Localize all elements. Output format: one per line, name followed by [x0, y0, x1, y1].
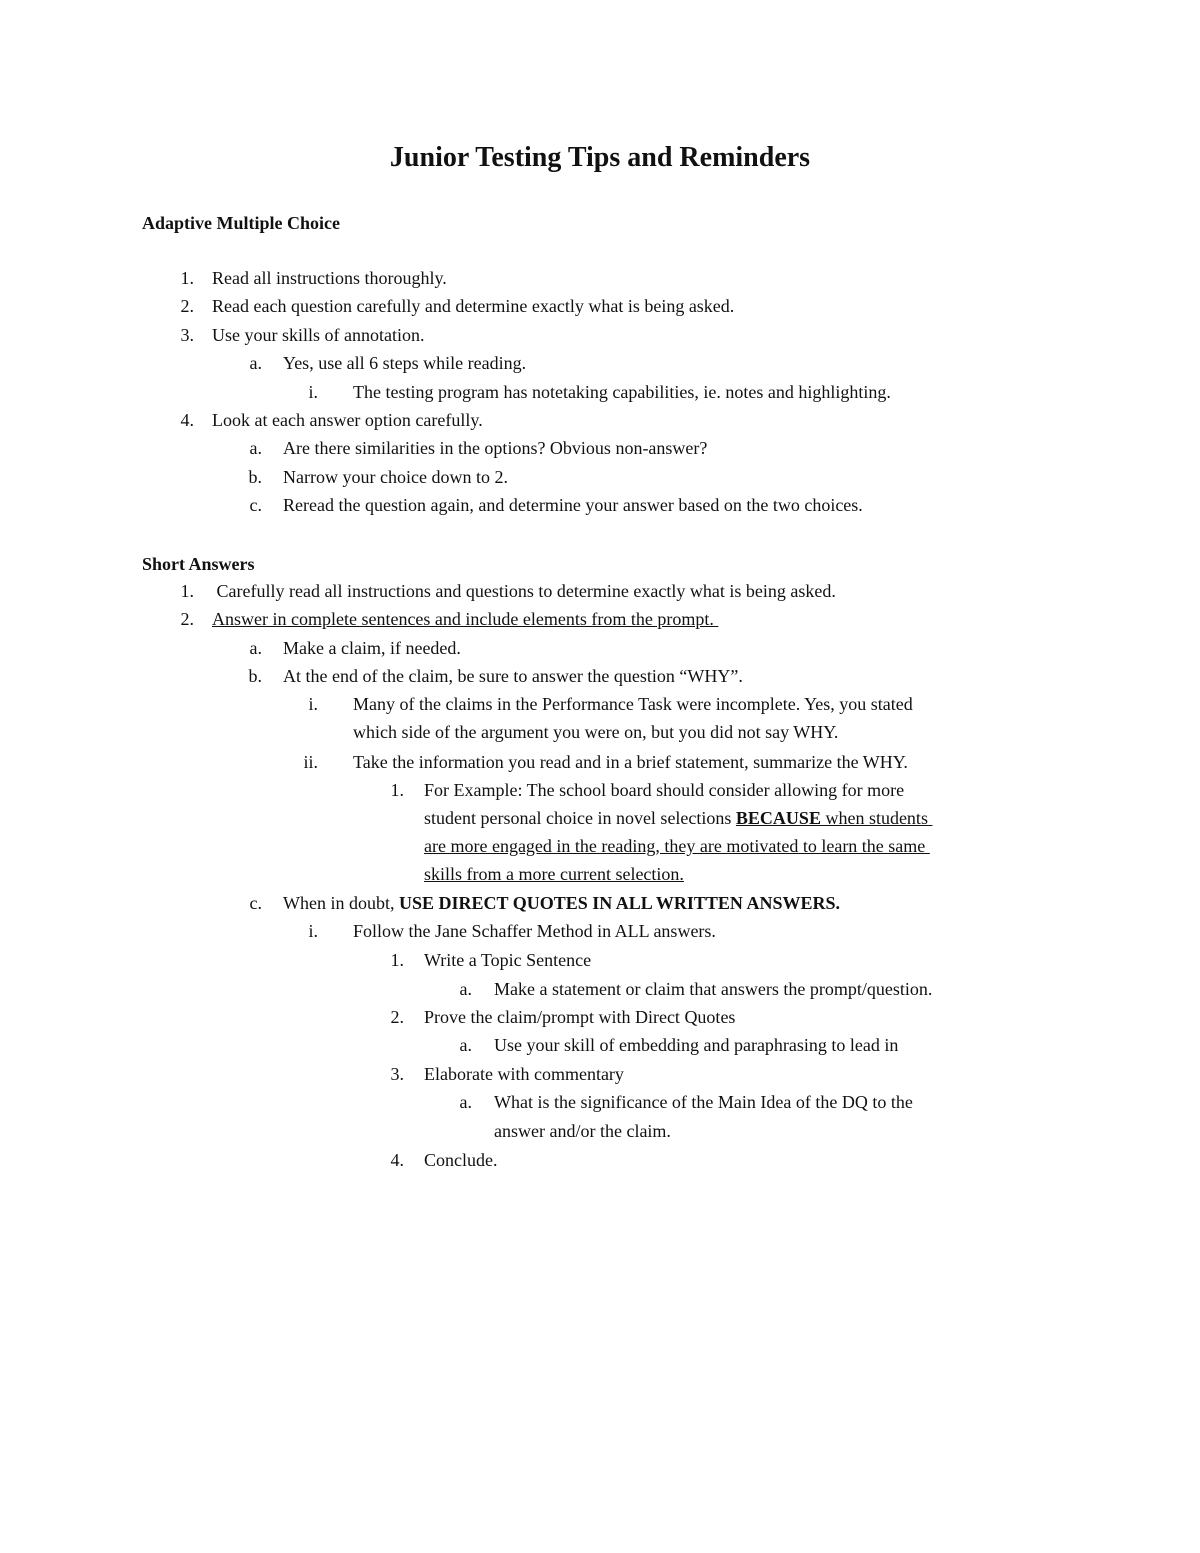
example-underlined-text: skills from a more current selection. — [424, 864, 684, 884]
list-marker: i. — [308, 382, 318, 402]
section-heading-short-answers: Short Answers — [142, 554, 255, 574]
list-item-text: Look at each answer option carefully. — [212, 410, 483, 430]
list-marker: a. — [249, 638, 262, 658]
list-marker: 4. — [390, 1150, 404, 1170]
intro-text: When in doubt, — [283, 893, 399, 913]
list-marker: a. — [459, 1092, 472, 1112]
list-item-text: Read all instructions thoroughly. — [212, 268, 447, 288]
list-marker: a. — [459, 979, 472, 999]
list-item-text: The testing program has notetaking capabilities, ie. notes and highlighting. — [353, 382, 891, 402]
list-item-text: At the end of the claim, be sure to answer the question “WHY”. — [283, 666, 743, 686]
list-item-text: Use your skill of embedding and paraphrasing to lead in — [494, 1035, 899, 1055]
list-item-text: Narrow your choice down to 2. — [283, 467, 508, 487]
list-marker: 2. — [180, 609, 194, 629]
list-item-text: Answer in complete sentences and include elements from the prompt. — [212, 609, 719, 629]
list-item-text: Use your skills of annotation. — [212, 325, 425, 345]
list-marker: 4. — [180, 410, 194, 430]
list-marker: 1. — [180, 268, 194, 288]
direct-quotes-emphasis: USE DIRECT QUOTES IN ALL WRITTEN ANSWERS. — [398, 893, 840, 913]
list-marker: i. — [308, 921, 318, 941]
list-item-text: Elaborate with commentary — [424, 1064, 624, 1084]
list-marker: a. — [249, 353, 262, 373]
list-marker: 2. — [390, 1007, 404, 1027]
list-item-text: which side of the argument you were on, but you did not say WHY. — [353, 722, 839, 742]
list-marker: b. — [248, 666, 262, 686]
list-item-text: Prove the claim/prompt with Direct Quotes — [424, 1007, 736, 1027]
list-item-text: For Example: The school board should consider allowing for more — [424, 780, 905, 800]
list-item-text — [283, 889, 840, 917]
list-item-text: Are there similarities in the options? Obvious non-answer? — [283, 438, 708, 458]
list-marker: a. — [459, 1035, 472, 1055]
list-item-text: Carefully read all instructions and questions to determine exactly what is being asked. — [212, 581, 836, 601]
list-marker: 1. — [390, 780, 404, 800]
list-marker: 3. — [180, 325, 194, 345]
list-item-text: Reread the question again, and determine your answer based on the two choices. — [283, 495, 863, 515]
list-item-text: Conclude. — [424, 1150, 498, 1170]
list-marker: b. — [248, 467, 262, 487]
list-item-text: Make a statement or claim that answers the prompt/question. — [494, 979, 933, 999]
list-marker: 2. — [180, 296, 194, 316]
list-marker: i. — [308, 694, 318, 714]
example-underlined-text: are more engaged in the reading, they are motivated to learn the same — [424, 836, 930, 856]
list-marker: 1. — [390, 950, 404, 970]
because-emphasis: BECAUSE — [735, 808, 821, 828]
list-item-text: Take the information you read and in a brief statement, summarize the WHY. — [353, 752, 908, 772]
list-marker: a. — [249, 438, 262, 458]
list-item-text — [424, 804, 932, 832]
list-marker: c. — [249, 893, 262, 913]
list-item-text: answer and/or the claim. — [494, 1121, 671, 1141]
list-item-text: What is the significance of the Main Idea of the DQ to the — [494, 1092, 913, 1112]
list-marker: 1. — [180, 581, 194, 601]
section-heading-adaptive-multiple-choice: Adaptive Multiple Choice — [142, 213, 340, 233]
page-title: Junior Testing Tips and Reminders — [389, 142, 811, 173]
list-item-text: Read each question carefully and determine exactly what is being asked. — [212, 296, 735, 316]
list-marker: ii. — [303, 752, 318, 772]
list-item-text: Make a claim, if needed. — [283, 638, 461, 658]
list-item-text: Write a Topic Sentence — [424, 950, 592, 970]
example-underlined-text: when students — [820, 808, 933, 828]
list-item-text: Yes, use all 6 steps while reading. — [283, 353, 527, 373]
list-marker: 3. — [390, 1064, 404, 1084]
example-text: student personal choice in novel selections — [424, 808, 736, 828]
list-item-text: Many of the claims in the Performance Task were incomplete. Yes, you stated — [353, 694, 913, 714]
list-marker: c. — [249, 495, 262, 515]
list-item-text: Follow the Jane Schaffer Method in ALL answers. — [353, 921, 716, 941]
